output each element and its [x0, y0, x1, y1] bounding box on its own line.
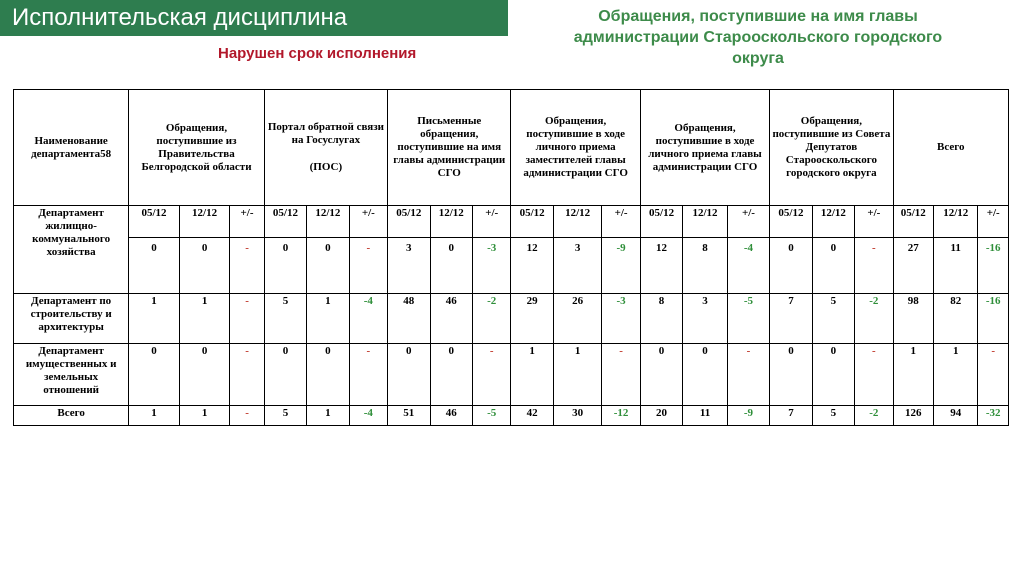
value-cell [349, 206, 387, 294]
cell-value: 3 [574, 242, 581, 254]
value-cell: 0 [264, 344, 306, 406]
cell-value: 0 [201, 242, 208, 254]
value-cell [978, 206, 1009, 294]
value-cell [770, 206, 812, 294]
page-title-banner [0, 0, 508, 36]
value-cell [511, 206, 553, 294]
dept-column-header: Наименование департамента58 [14, 90, 129, 206]
value-cell: - [230, 294, 264, 344]
value-cell: 11 [683, 406, 727, 426]
value-cell: 5 [264, 406, 306, 426]
table-row [14, 294, 1009, 344]
value-cell: 1 [129, 406, 180, 426]
group-header-government: Обращения, поступившие из Правительства Белгородской области [129, 90, 264, 206]
subheader-label: 12/12 [438, 207, 464, 219]
value-cell: 0 [770, 344, 812, 406]
value-cell [230, 206, 264, 294]
subheader-label: 12/12 [692, 207, 718, 219]
subheader-label: +/- [741, 207, 755, 219]
value-cell: 94 [934, 406, 978, 426]
value-cell: - [727, 344, 769, 406]
value-cell: 0 [430, 344, 472, 406]
subheader-label: +/- [867, 207, 881, 219]
group-header-head-reception: Обращения, поступившие в ходе личного приема главы администрации СГО [640, 90, 769, 206]
value-cell: -5 [727, 294, 769, 344]
subheader-label: +/- [361, 207, 375, 219]
value-cell [472, 206, 510, 294]
cell-value: 3 [406, 242, 412, 254]
cell-value: -16 [985, 242, 1001, 254]
value-cell: -2 [472, 294, 510, 344]
value-cell: 1 [179, 294, 230, 344]
value-cell [307, 206, 349, 294]
value-cell: 5 [264, 294, 306, 344]
value-cell [640, 206, 682, 294]
value-cell [388, 206, 430, 294]
value-cell [812, 206, 854, 294]
cell-value: 0 [830, 242, 837, 254]
value-cell: - [602, 344, 640, 406]
value-cell: - [978, 344, 1009, 406]
table-row [14, 344, 1009, 406]
group-header-written: Письменные обращения, поступившие на имя главы администрации СГО [388, 90, 511, 206]
cell-value: -3 [487, 242, 497, 254]
data-table [13, 89, 1009, 426]
cell-value: - [245, 242, 249, 254]
subheader-label: 05/12 [519, 207, 545, 219]
page-title: Исполнительская дисциплина [12, 4, 348, 31]
value-cell: 1 [934, 344, 978, 406]
group-header-pos-abbr: (ПОС) [309, 161, 343, 173]
dept-name-cell: Департамент по строительству и архитектуры [14, 294, 129, 344]
value-cell: 30 [553, 406, 602, 426]
value-cell: 5 [812, 294, 854, 344]
value-cell: -4 [349, 294, 387, 344]
value-cell: 26 [553, 294, 602, 344]
subheader-label: 05/12 [778, 207, 804, 219]
value-cell [727, 206, 769, 294]
table-row [14, 206, 1009, 294]
value-cell: 82 [934, 294, 978, 344]
dept-name-cell: Всего [14, 406, 129, 426]
value-cell: 1 [893, 344, 933, 406]
cell-value: -4 [743, 242, 754, 254]
value-cell: -9 [727, 406, 769, 426]
cell-value: 11 [950, 242, 961, 254]
subheader-label: 12/12 [315, 207, 341, 219]
value-cell: -5 [472, 406, 510, 426]
subheader-label: +/- [614, 207, 628, 219]
subheader-label: 12/12 [943, 207, 969, 219]
subheader-label: 05/12 [272, 207, 298, 219]
subheader-label: 12/12 [192, 207, 218, 219]
value-cell [430, 206, 472, 294]
value-cell: 126 [893, 406, 933, 426]
subheader-label: +/- [986, 207, 1000, 219]
value-cell: 46 [430, 406, 472, 426]
cell-value: 0 [151, 242, 157, 254]
value-cell: 3 [683, 294, 727, 344]
value-cell: - [230, 344, 264, 406]
table-body [14, 206, 1009, 426]
table-row [14, 406, 1009, 426]
value-cell: 0 [179, 344, 230, 406]
value-cell: -2 [855, 406, 893, 426]
value-cell [179, 206, 230, 294]
cell-value: 12 [526, 242, 538, 254]
value-cell: 0 [388, 344, 430, 406]
dept-name-cell: Департамент жилищно-коммунального хозяйства [14, 206, 129, 294]
value-cell: 1 [307, 406, 349, 426]
group-header-council: Обращения, поступившие из Совета Депутатов Старооскольского городского округа [770, 90, 893, 206]
cell-value: 0 [325, 242, 331, 254]
cell-value: 12 [656, 242, 668, 254]
value-cell [893, 206, 933, 294]
value-cell: 48 [388, 294, 430, 344]
value-cell: - [349, 344, 387, 406]
group-header-pos-label: Портал обратной связи на Госуслугах [267, 121, 384, 146]
value-cell: 42 [511, 406, 553, 426]
value-cell: 98 [893, 294, 933, 344]
value-cell: -2 [855, 294, 893, 344]
value-cell: 0 [307, 344, 349, 406]
group-header-pos [264, 90, 387, 206]
value-cell: 0 [683, 344, 727, 406]
section-subtitle: Нарушен срок исполнения [218, 45, 417, 62]
report-title: Обращения, поступившие на имя главы администрации Старооскольского городского округа [573, 8, 943, 67]
cell-value: 0 [788, 242, 794, 254]
value-cell: 7 [770, 294, 812, 344]
subheader-label: +/- [485, 207, 499, 219]
value-cell: 0 [812, 344, 854, 406]
value-cell: -32 [978, 406, 1009, 426]
subheader-label: 05/12 [900, 207, 926, 219]
value-cell [683, 206, 727, 294]
value-cell: 46 [430, 294, 472, 344]
value-cell: -12 [602, 406, 640, 426]
cell-value: - [872, 242, 876, 254]
subheader-label: 05/12 [141, 207, 167, 219]
value-cell [264, 206, 306, 294]
value-cell: 0 [640, 344, 682, 406]
subheader-label: +/- [240, 207, 254, 219]
value-cell: -3 [602, 294, 640, 344]
value-cell: 1 [511, 344, 553, 406]
value-cell: 5 [812, 406, 854, 426]
value-cell: -16 [978, 294, 1009, 344]
value-cell [855, 206, 893, 294]
value-cell: -4 [349, 406, 387, 426]
value-cell: 8 [640, 294, 682, 344]
value-cell: 0 [129, 344, 180, 406]
cell-value: 8 [702, 242, 708, 254]
value-cell [553, 206, 602, 294]
value-cell: 1 [179, 406, 230, 426]
value-cell: 1 [129, 294, 180, 344]
subheader-label: 05/12 [649, 207, 675, 219]
value-cell: 1 [307, 294, 349, 344]
value-cell: 20 [640, 406, 682, 426]
value-cell [934, 206, 978, 294]
group-header-total: Всего [893, 90, 1008, 206]
value-cell: 51 [388, 406, 430, 426]
value-cell: - [472, 344, 510, 406]
value-cell: - [855, 344, 893, 406]
value-cell: 1 [553, 344, 602, 406]
cell-value: -9 [616, 242, 626, 254]
value-cell: 7 [770, 406, 812, 426]
cell-value: - [366, 242, 371, 254]
subheader-label: 05/12 [396, 207, 422, 219]
cell-value: 0 [448, 242, 454, 254]
value-cell: 29 [511, 294, 553, 344]
cell-value: 27 [907, 242, 919, 254]
value-cell [602, 206, 640, 294]
dept-name-cell: Департамент имущественных и земельных отношений [14, 344, 129, 406]
cell-value: 0 [282, 242, 289, 254]
subheader-label: 12/12 [820, 207, 846, 219]
value-cell [129, 206, 180, 294]
value-cell: - [230, 406, 264, 426]
subheader-label: 12/12 [565, 207, 591, 219]
group-header-deputies-reception: Обращения, поступившие в ходе личного приема заместителей главы администрации СГО [511, 90, 640, 206]
